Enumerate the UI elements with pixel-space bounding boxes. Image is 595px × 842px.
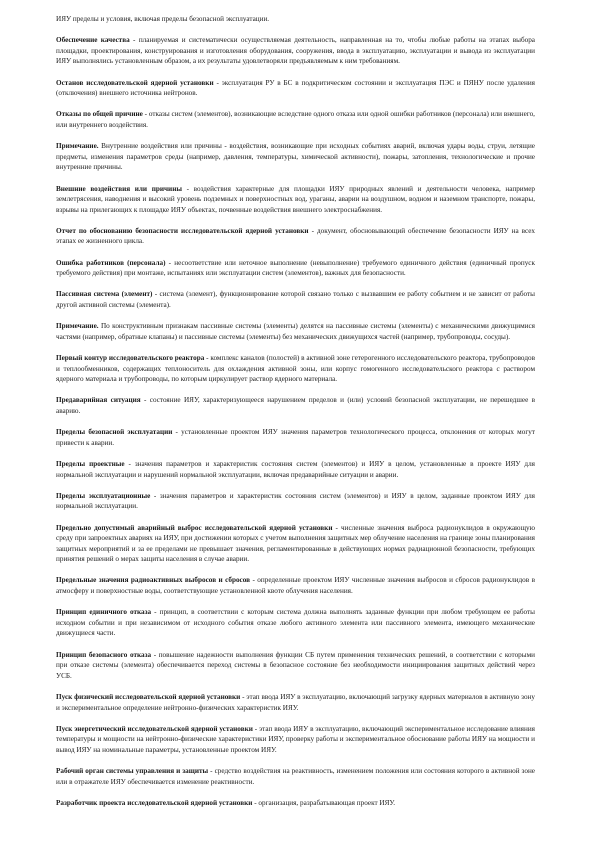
definition-text: ИЯУ пределы и условия, включая пределы безопасной эксплуатации. xyxy=(56,15,270,23)
definition-text: отказы систем (элементов), возникающие вследствие одного отказа или одной ошибки работников (персонала) или внешнего, или внутреннего воздействия. xyxy=(56,110,535,129)
term: Примечание. xyxy=(56,322,99,331)
definition-text: средство воздействия на реактивность, изменением положения или состояния которого в активной зоне или в отражателе ИЯУ обеспечивается изменение реактивности. xyxy=(56,767,535,786)
paragraph xyxy=(56,141,535,173)
term: Предаварийная ситуация xyxy=(56,396,141,405)
definition-text: значения параметров и характеристик состояния систем (элементов) и ИЯУ в целом, установленные в проекте ИЯУ для нормальной эксплуатации и нарушений нормальной эксплуатации, включая предаварийные ситуации и аварии. xyxy=(56,459,535,479)
paragraph: Обеспечение качества - планируемая и систематически осуществляемая деятельность, направленная на то, чтобы любые работы на этапах выбора площадки, проектирования, конструирования и изготовления оборудования, сооружения, ввода в эксплуатацию, эксплуатации и вывода из эксплуатации ИЯУ выполнялись установленным образом, а их результаты удовлетворяли предъявляемым к ним требованиям. xyxy=(56,36,535,66)
paragraph: Предельные значения радиоактивных выбросов и сбросов - определенные проектом ИЯУ численные значения выбросов и сбросов радионуклидов в атмосферу и поверхностные воды, соответствующие установленной квоте облучения населения. xyxy=(56,576,535,596)
definition-text: планируемая и систематически осуществляемая деятельность, направленная на то, чтобы любые работы на этапах выбора площадки, проектирования, конструирования и изготовления оборудования, сооружения, ввода в эксплуатацию, эксплуатации и вывода из эксплуатации ИЯУ выполнялись установленным образом, а их результаты удовлетворяли предъявляемым к ним требованиям. xyxy=(56,36,535,66)
definition-text: документ, обосновывающий обеспечение безопасности ИЯУ на всех этапах ее жизненного цикла. xyxy=(56,226,535,246)
paragraph: Пуск физический исследовательской ядерной установки - этап ввода ИЯУ в эксплуатацию, включающий загрузку ядерных материалов в активную зону и экспериментальное определение нейтронно-физических характеристик ИЯУ. xyxy=(56,693,535,712)
paragraph: Отчет по обоснованию безопасности исследовательской ядерной установки - документ, обосновывающий обеспечение безопасности ИЯУ на всех этапах ее жизненного цикла. xyxy=(56,226,535,246)
document-body xyxy=(56,14,535,809)
term: Предельно допустимый аварийный выброс исследовательской ядерной установки xyxy=(56,523,333,532)
term: Пределы эксплуатационные xyxy=(56,491,151,500)
term: Первый контур исследовательского реактора xyxy=(56,354,205,362)
definition-text: значения параметров и характеристик состояния систем (элементов) и ИЯУ в целом, заданные проектом ИЯУ для нормальной эксплуатации. xyxy=(56,491,535,511)
term: Отказы по общей причине xyxy=(56,110,143,119)
definition-text: этап ввода ИЯУ в эксплуатацию, включающий экспериментальное исследование влияния температуры и мощности на нейтронно-физические характеристики ИЯУ, проверку работы и экспериментальное обоснование работы ИЯУ на мощности и вывод ИЯУ на номинальные параметры, установленные проектом ИЯУ. xyxy=(56,724,535,754)
term: Ошибка работников (персонала) xyxy=(56,258,166,267)
paragraph: Ошибка работников (персонала) - несоответствие или неточное выполнение (невыполнение) требуемого единичного действия (единичный пропуск требуемого действия) при монтаже, испытаниях или эксплуатации систем (элементов), важных для безопасности. xyxy=(56,258,535,278)
paragraph: Разработчик проекта исследовательской ядерной установки - организация, разрабатывающая проект ИЯУ. xyxy=(56,798,396,807)
definition-text: По конструктивным признакам пассивные системы (элементы) делятся на пассивные системы (элементы) с механическими движущимися частями (например, обратные клапаны) и пассивные системы (элементы) без механических движущихся частей (например, трубопроводы, сосуды). xyxy=(56,322,535,341)
definition-text: повышение надежности выполнения функции СБ путем применения технических решений, в соответствии с которыми при отказе системы (элемента) обеспечивается переход системы в безопасное состояние без необходимости инициирования защитных действий через УСБ. xyxy=(56,650,535,680)
paragraph xyxy=(56,14,535,25)
definition-text: эксплуатация РУ в БС в подкритическом состоянии и эксплуатация ПЭС и ПЯНУ после удаления (отключения) внешнего источника нейтронов. xyxy=(56,78,535,98)
paragraph: Первый контур исследовательского реактора - комплекс каналов (полостей) в активной зоне гетерогенного исследовательского реактора, трубопроводов и теплообменников, содержащих теплоноситель для охлаждения активной зоны, или корпус гомогенного исследовательского реактора с раствором ядерного материала и трубопроводы, по которым циркулирует раствор ядерного материала. xyxy=(56,354,535,384)
definition-text: воздействия характерные для площадки ИЯУ природных явлений и деятельности человека, например землетрясения, наводнения и высокий уровень подземных и поверхностных вод, ураганы, аварии на воздушном, водном и наземном транспорте, пожары, взрывы на прилегающих к площадке ИЯУ объектах, почвенные воздействия внешнего электроснабжения. xyxy=(56,184,535,214)
paragraph: Рабочий орган системы управления и защиты - средство воздействия на реактивность, изменением положения или состояния которого в активной зоне или в отражателе ИЯУ обеспечивается изменение реактивности. xyxy=(56,767,535,786)
paragraph: Отказы по общей причине - отказы систем (элементов), возникающие вследствие одного отказа или одной ошибки работников (персонала) или внешнего, или внутреннего воздействия. xyxy=(56,110,535,129)
definition-text: принцип, в соответствии с которым система должна выполнять заданные функции при любом требующем ее работы исходном событии и при независимом от исходного события отказе любого активного элемента или пассивного элемента, имеющего механические движущиеся части. xyxy=(56,608,536,638)
paragraph: Пределы безопасной эксплуатации - установленные проектом ИЯУ значения параметров технологического процесса, отклонения от которых могут привести к аварии. xyxy=(56,428,535,447)
term: Разработчик проекта исследовательской ядерной установки xyxy=(56,798,253,807)
term: Пассивная система (элемент) xyxy=(56,290,153,299)
definition-text: численные значения выброса радионуклидов в окружающую среду при запроектных авариях на ИЯУ, при достижении которых с учетом выполнения защитных мер облучение населения на границе зоны планирования защитных мероприятий и за ее пределами не превышает значения, регламентированные в действующих нормах радиационной безопасности, требующих принятия решений о мерах защиты населения в случае аварии. xyxy=(56,523,536,564)
paragraph: Пассивная система (элемент) - система (элемент), функционирование которой связано только с вызвавшим ее работу событием и не зависит от работы другой активной системы (элемента). xyxy=(56,290,535,310)
term: Отчет по обоснованию безопасности исследовательской ядерной установки xyxy=(56,226,309,235)
term: Принцип единичного отказа xyxy=(56,608,152,617)
paragraph: Предаварийная ситуация - состояние ИЯУ, характеризующееся нарушением пределов и (или) условий безопасной эксплуатации, не перешедшее в аварию. xyxy=(56,396,535,415)
paragraph: Останов исследовательской ядерной установки - эксплуатация РУ в БС в подкритическом состоянии и эксплуатация ПЭС и ПЯНУ после удаления (отключения) внешнего источника нейтронов. xyxy=(56,78,535,98)
term: Пуск энергетический исследовательской ядерной установки xyxy=(56,724,253,733)
definition-text: определенные проектом ИЯУ численные значения выбросов и сбросов радионуклидов в атмосферу и поверхностные воды, соответствующие установленной квоте облучения населения. xyxy=(56,576,535,596)
paragraph xyxy=(56,321,535,342)
definition-text: несоответствие или неточное выполнение (невыполнение) требуемого единичного действия (единичный пропуск требуемого действия) при монтаже, испытаниях или эксплуатации систем (элементов), важных для безопасности. xyxy=(56,258,535,278)
term: Останов исследовательской ядерной установки xyxy=(56,78,214,87)
paragraph: Предельно допустимый аварийный выброс исследовательской ядерной установки - численные значения выброса радионуклидов в окружающую среду при запроектных авариях на ИЯУ, при достижении которых с учетом выполнения защитных мер облучение населения на границе зоны планирования защитных мероприятий и за ее пределами не превышает значения, регламентированные в действующих нормах радиационной безопасности, требующих принятия решений о мерах защиты населения в случае аварии. xyxy=(56,523,536,564)
paragraph: Принцип безопасного отказа - повышение надежности выполнения функции СБ путем применения технических решений, в соответствии с которыми при отказе системы (элемента) обеспечивается переход системы в безопасное состояние без необходимости инициирования защитных действий через УСБ. xyxy=(56,650,535,680)
term: Рабочий орган системы управления и защиты xyxy=(56,767,209,776)
paragraph: Пуск энергетический исследовательской ядерной установки - этап ввода ИЯУ в эксплуатацию, включающий экспериментальное исследование влияния температуры и мощности на нейтронно-физические характеристики ИЯУ, проверку работы и экспериментальное обоснование работы ИЯУ на мощности и вывод ИЯУ на номинальные параметры, установленные проектом ИЯУ. xyxy=(56,724,535,754)
term: Примечание. xyxy=(56,142,99,151)
definition-text: состояние ИЯУ, характеризующееся нарушением пределов и (или) условий безопасной эксплуатации, не перешедшее в аварию. xyxy=(56,396,535,415)
term: Обеспечение качества xyxy=(56,36,130,45)
definition-text: установленные проектом ИЯУ значения параметров технологического процесса, отклонения от которых могут привести к аварии. xyxy=(56,428,535,447)
term: Предельные значения радиоактивных выбросов и сбросов xyxy=(56,576,251,585)
definition-text: этап ввода ИЯУ в эксплуатацию, включающий загрузку ядерных материалов в активную зону и экспериментальное определение нейтронно-физических характеристик ИЯУ. xyxy=(56,693,535,712)
term: Пуск физический исследовательской ядерной установки xyxy=(56,693,241,701)
paragraph: Пределы эксплуатационные - значения параметров и характеристик состояния систем (элементов) и ИЯУ в целом, заданные проектом ИЯУ для нормальной эксплуатации. xyxy=(56,491,535,511)
paragraph: Принцип единичного отказа - принцип, в соответствии с которым система должна выполнять заданные функции при любом требующем ее работы исходном событии и при независимом от исходного события отказе любого активного элемента или пассивного элемента, имеющего механические движущиеся части. xyxy=(56,608,536,638)
paragraph: Пределы проектные - значения параметров и характеристик состояния систем (элементов) и ИЯУ в целом, установленные в проекте ИЯУ для нормальной эксплуатации и нарушений нормальной эксплуатации, включая предаварийные ситуации и аварии. xyxy=(56,459,535,479)
term: Пределы безопасной эксплуатации xyxy=(56,428,173,437)
term: Пределы проектные xyxy=(56,459,125,468)
definition-text: комплекс каналов (полостей) в активной зоне гетерогенного исследовательского реактора, трубопроводов и теплообменников, содержащих теплоноситель для охлаждения активной зоны, или корпус гомогенного исследовательского реактора с раствором ядерного материала и трубопроводы, по которым циркулирует раствор ядерного материала. xyxy=(56,354,535,384)
definition-text: Внутренние воздействия или причины - воздействия, возникающие при исходных событиях аварий, включая удары воды, струи, летящие предметы, изменения параметров среды (например, давления, температуры, химической активности), пожары, затопления, технологические и прочие внутренние причины. xyxy=(56,142,536,172)
term: Принцип безопасного отказа xyxy=(56,650,152,659)
paragraph: Внешние воздействия или причины - воздействия характерные для площадки ИЯУ природных явлений и деятельности человека, например землетрясения, наводнения и высокий уровень подземных и поверхностных вод, ураганы, аварии на воздушном, водном и наземном транспорте, пожары, взрывы на прилегающих к площадке ИЯУ объектах, почвенные воздействия внешнего электроснабжения. xyxy=(56,184,535,214)
definition-text: организация, разрабатывающая проект ИЯУ. xyxy=(258,798,396,807)
term: Внешние воздействия или причины xyxy=(56,184,182,193)
definition-text: система (элемент), функционирование которой связано только с вызвавшим ее работу событием и не зависит от работы другой активной системы (элемента). xyxy=(56,290,535,310)
